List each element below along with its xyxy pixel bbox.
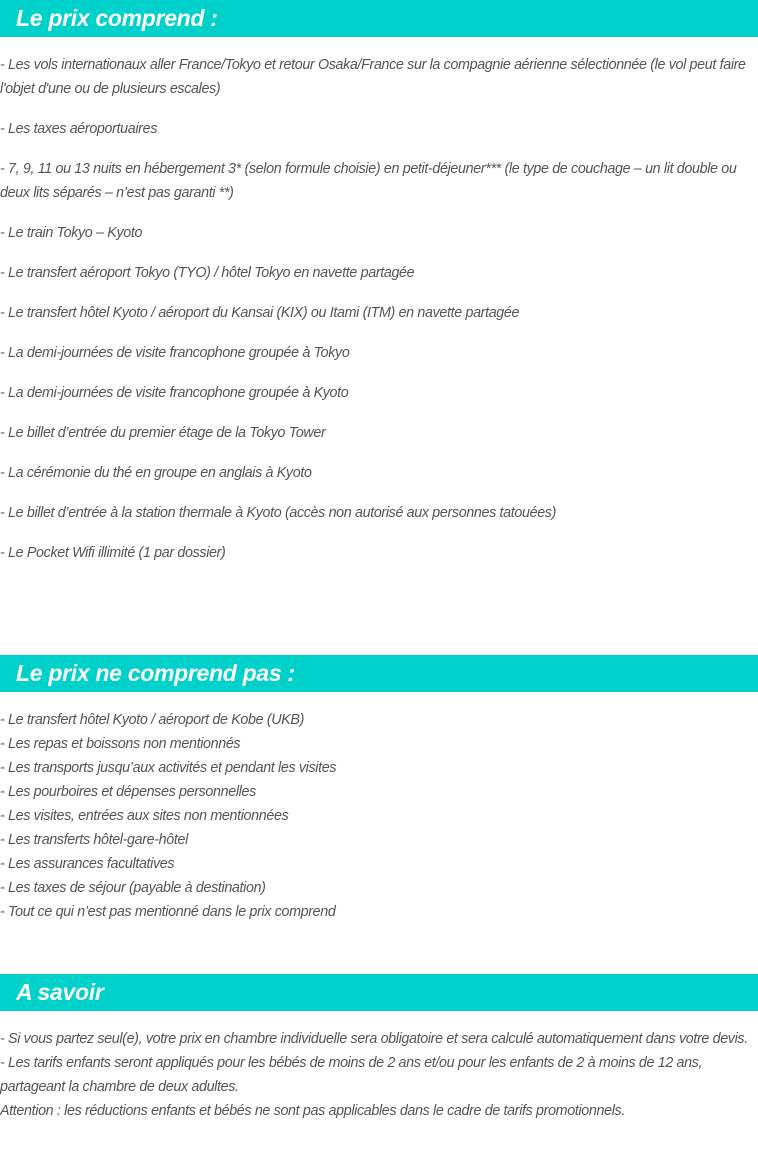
attention-note: Attention : les réductions enfants et bébés ne sont pas applicables dans le cadre de tarifs promotionnels. <box>0 1103 625 1119</box>
list-item: - Les tarifs enfants seront appliqués pour les bébés de moins de 2 ans et/ou pour les enfants de 2 à moins de 12 ans, partageant la chambre de deux adultes. <box>0 1055 703 1095</box>
list-item: - Les visites, entrées aux sites non mentionnées <box>0 808 289 824</box>
good-to-know-list <box>0 1027 758 1123</box>
list-item: - Le transfert hôtel Kyoto / aéroport de Kobe (UKB) <box>0 712 304 728</box>
list-item: - Le billet d’entrée à la station thermale à Kyoto (accès non autorisé aux personnes tatouées) <box>0 505 557 521</box>
section-title-not-included: Le prix ne comprend pas : <box>16 660 295 686</box>
list-item: - Le transfert aéroport Tokyo (TYO) / hôtel Tokyo en navette partagée <box>0 265 415 281</box>
list-item: - La demi-journées de visite francophone groupée à Kyoto <box>0 385 349 401</box>
section-header-not-included <box>0 655 758 692</box>
list-item: - Les taxes de séjour (payable à destination) <box>0 880 266 896</box>
section-header-good-to-know <box>0 974 758 1011</box>
list-item: - Le transfert hôtel Kyoto / aéroport du Kansai (KIX) ou Itami (ITM) en navette partagée <box>0 305 520 321</box>
list-item: - Le Pocket Wifi illimité (1 par dossier) <box>0 545 226 561</box>
section-title-included: Le prix comprend : <box>16 5 218 31</box>
list-item: - Le train Tokyo – Kyoto <box>0 225 143 241</box>
section-title-good-to-know: A savoir <box>16 979 104 1005</box>
list-item: - Les pourboires et dépenses personnelles <box>0 784 256 800</box>
list-item: - Tout ce qui n’est pas mentionné dans le prix comprend <box>0 904 336 920</box>
list-item: - 7, 9, 11 ou 13 nuits en hébergement 3* (selon formule choisie) en petit-déjeuner*** (le type de couchage – un lit double ou deux lits séparés – n’est pas garanti **) <box>0 161 737 201</box>
list-item: - Les transferts hôtel-gare-hôtel <box>0 832 188 848</box>
list-item: - Les assurances facultatives <box>0 856 175 872</box>
list-item: - Le billet d’entrée du premier étage de la Tokyo Tower <box>0 425 326 441</box>
list-item: - Les vols internationaux aller France/Tokyo et retour Osaka/France sur la compagnie aérienne sélectionnée (le vol peut faire l'objet d'une ou de plusieurs escales) <box>0 57 746 97</box>
list-item: - Les transports jusqu’aux activités et pendant les visites <box>0 760 337 776</box>
list-item: - Les repas et boissons non mentionnés <box>0 736 241 752</box>
list-item: - Les taxes aéroportuaires <box>0 121 157 137</box>
list-item: - La demi-journées de visite francophone groupée à Tokyo <box>0 345 350 361</box>
included-list <box>0 53 758 581</box>
section-header-included <box>0 0 758 37</box>
list-item: - La cérémonie du thé en groupe en anglais à Kyoto <box>0 465 312 481</box>
list-item: - Si vous partez seul(e), votre prix en chambre individuelle sera obligatoire et sera calculé automatiquement dans votre devis. <box>0 1031 748 1047</box>
not-included-list <box>0 708 758 924</box>
